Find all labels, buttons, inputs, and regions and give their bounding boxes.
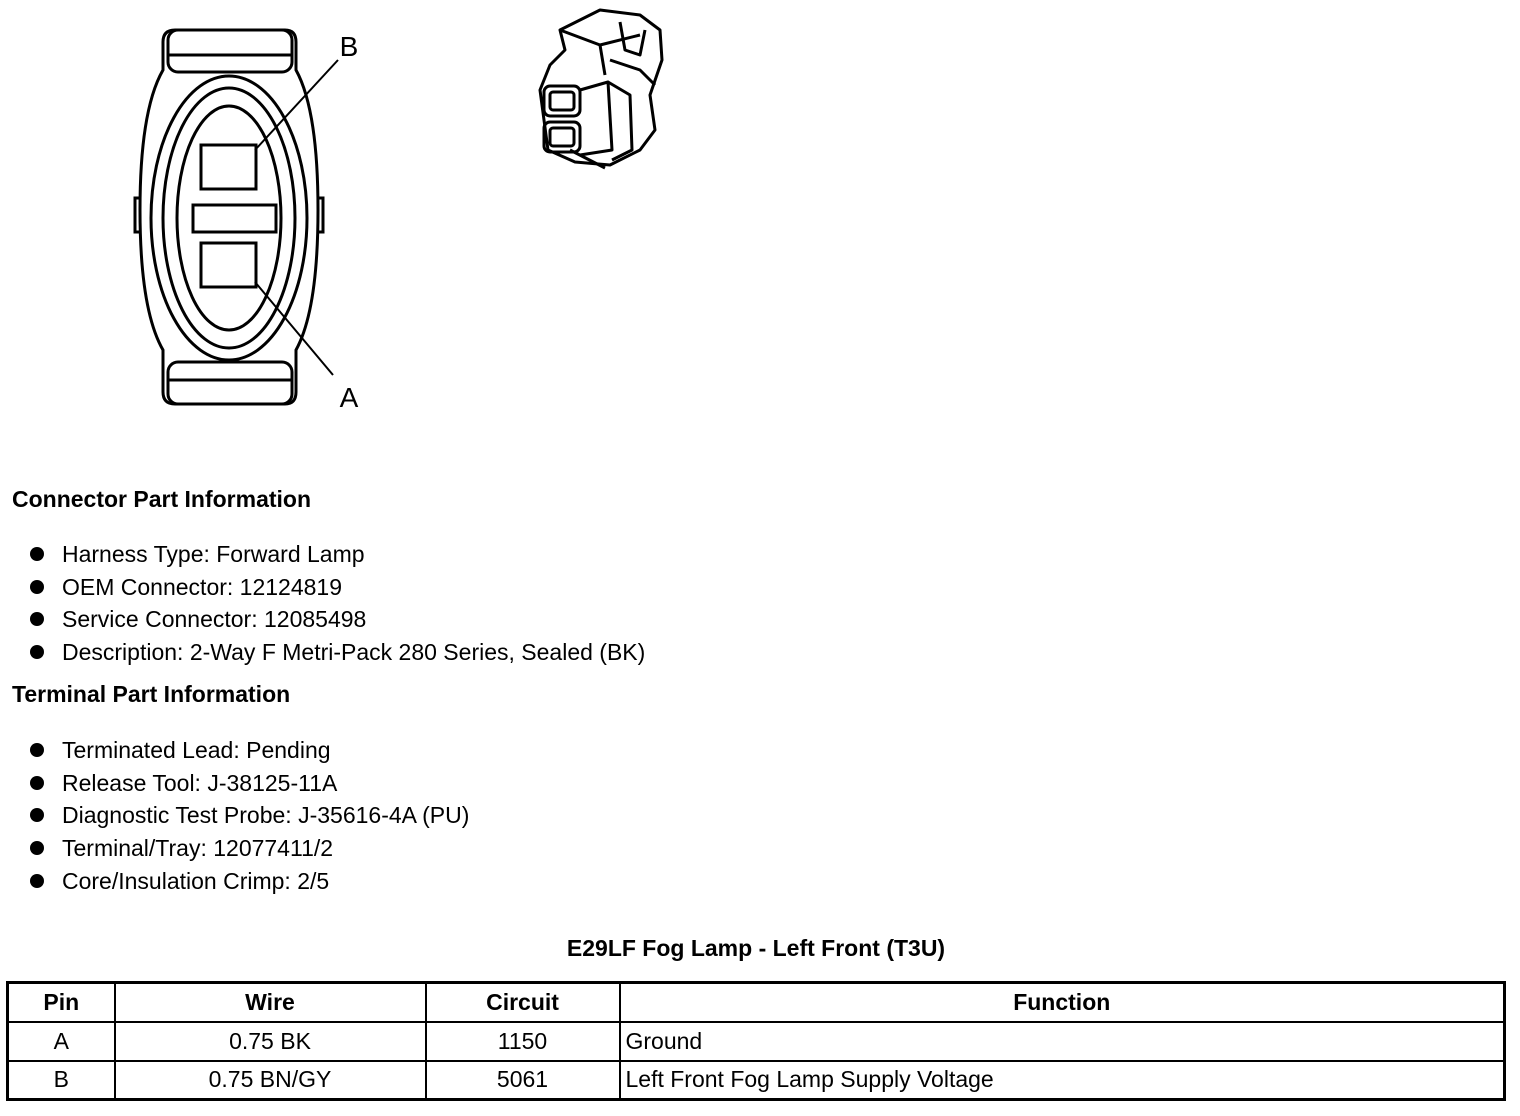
bullet-icon bbox=[30, 743, 44, 757]
cell-function: Ground bbox=[620, 1022, 1505, 1061]
cell-wire: 0.75 BN/GY bbox=[115, 1061, 426, 1100]
connector-isometric-view bbox=[540, 10, 662, 168]
header-wire: Wire bbox=[115, 983, 426, 1022]
list-item: Core/Insulation Crimp: 2/5 bbox=[30, 865, 469, 898]
list-item: Description: 2-Way F Metri-Pack 280 Series, Sealed (BK) bbox=[30, 636, 645, 669]
bullet-icon bbox=[30, 580, 44, 594]
bullet-icon bbox=[30, 612, 44, 626]
terminal-info-list bbox=[30, 734, 469, 897]
header-function: Function bbox=[620, 983, 1505, 1022]
bullet-icon bbox=[30, 547, 44, 561]
bullet-icon bbox=[30, 776, 44, 790]
list-item: Terminated Lead: Pending bbox=[30, 734, 469, 767]
table-row bbox=[8, 1061, 1505, 1100]
list-item: Terminal/Tray: 12077411/2 bbox=[30, 832, 469, 865]
list-item: Release Tool: J-38125-11A bbox=[30, 767, 469, 800]
bullet-icon bbox=[30, 645, 44, 659]
header-pin: Pin bbox=[8, 983, 115, 1022]
table-row bbox=[8, 1022, 1505, 1061]
list-item: OEM Connector: 12124819 bbox=[30, 571, 645, 604]
list-item: Diagnostic Test Probe: J-35616-4A (PU) bbox=[30, 799, 469, 832]
cell-circuit: 5061 bbox=[426, 1061, 620, 1100]
connector-face-view bbox=[135, 30, 338, 404]
bullet-icon bbox=[30, 841, 44, 855]
list-item: Harness Type: Forward Lamp bbox=[30, 538, 645, 571]
header-circuit: Circuit bbox=[426, 983, 620, 1022]
cell-pin: A bbox=[8, 1022, 115, 1061]
connector-figure bbox=[0, 0, 760, 430]
cell-wire: 0.75 BK bbox=[115, 1022, 426, 1061]
pin-label-b: B bbox=[339, 31, 359, 62]
pin-label-a: A bbox=[339, 382, 359, 413]
terminal-info-heading: Terminal Part Information bbox=[12, 681, 291, 707]
bullet-icon bbox=[30, 874, 44, 888]
pin-table bbox=[6, 981, 1506, 1101]
table-header-row bbox=[8, 983, 1505, 1022]
connector-info-heading: Connector Part Information bbox=[12, 486, 312, 512]
list-item: Service Connector: 12085498 bbox=[30, 603, 645, 636]
cell-circuit: 1150 bbox=[426, 1022, 620, 1061]
connector-info-list bbox=[30, 538, 645, 669]
table-title: E29LF Fog Lamp - Left Front (T3U) bbox=[566, 935, 946, 961]
bullet-icon bbox=[30, 808, 44, 822]
cell-pin: B bbox=[8, 1061, 115, 1100]
cell-function: Left Front Fog Lamp Supply Voltage bbox=[620, 1061, 1505, 1100]
